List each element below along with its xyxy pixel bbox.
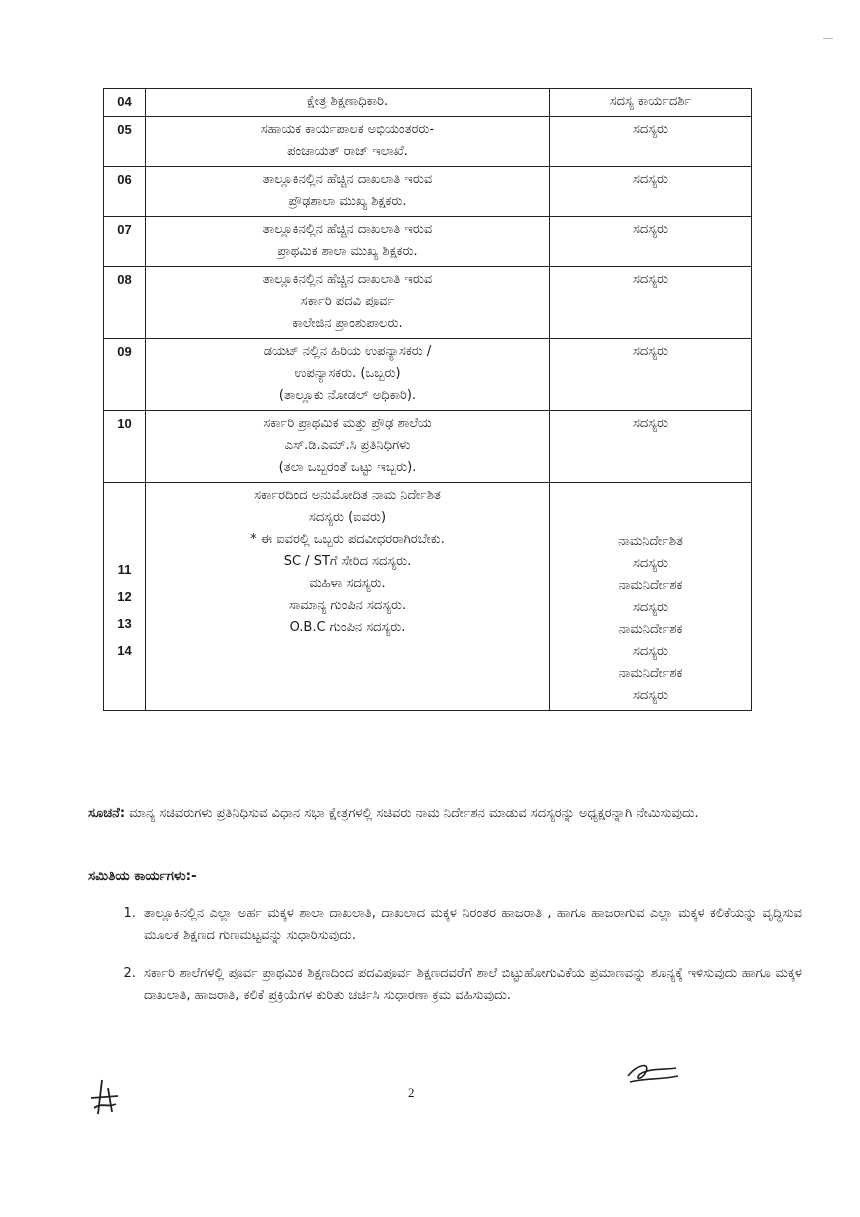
description-line: SC / STಗೆ ಸೇರಿದ ಸದಸ್ಯರು. xyxy=(283,554,412,569)
description-line: ತಾಲ್ಲೂಕಿನಲ್ಲಿನ ಹೆಚ್ಚಿನ ದಾಖಲಾತಿ ಇರುವ xyxy=(262,272,433,287)
description-line: ಕಾಲೇಜಿನ ಪ್ರಾಂಶುಪಾಲರು. xyxy=(292,316,403,331)
row-number: 10 xyxy=(104,411,146,483)
member-description xyxy=(146,117,550,167)
description-line: ಸರ್ಕಾರಿ ಪ್ರಾಥಮಿಕ ಮತ್ತು ಪ್ರೌಢ ಶಾಲೆಯ xyxy=(263,416,432,431)
row-number: 09 xyxy=(104,339,146,411)
member-description xyxy=(146,411,550,483)
role-line: ನಾಮನಿರ್ದೇಶಕ xyxy=(618,666,683,681)
role-line: ನಾಮನಿರ್ದೇಶಿತ xyxy=(618,534,683,549)
member-description xyxy=(146,217,550,267)
member-description xyxy=(146,339,550,411)
table-row-nominated xyxy=(104,483,752,711)
description-line: ಸರ್ಕಾರದಿಂದ ಅನುಮೋದಿತ ನಾಮ ನಿರ್ದೇಶಿತ xyxy=(254,488,441,503)
role-line: ಸದಸ್ಯರು xyxy=(632,688,668,703)
description-line: ಉಪನ್ಯಾಸಕರು. (ಒಬ್ಬರು) xyxy=(294,366,401,381)
description-line: ಸರ್ಕಾರಿ ಪದವಿ ಪೂರ್ವ xyxy=(300,294,395,309)
page-number: 2 xyxy=(408,1085,415,1100)
member-role xyxy=(550,267,752,339)
list-item: 1. ತಾಲ್ಲೂಕಿನಲ್ಲಿನ ಎಲ್ಲಾ ಅರ್ಹ ಮಕ್ಕಳ ಶಾಲಾ ದಾಖಲಾತಿ, ದಾಖಲಾದ ಮಕ್ಕಳ ನಿರಂತರ ಹಾಜರಾತಿ , ಹಾಗೂ ಹಾಜರಾಗುವ ಎಲ್ಲಾ ಮಕ್ಕಳ ಕಲಿಕೆಯನ್ನು ವೃದ್ಧಿಸುವ ಮೂಲಕ ಶಿಕ್ಷಣದ ಗುಣಮಟ್ಟವನ್ನು ಸುಧಾರಿಸುವುದು. xyxy=(140,903,802,947)
member-role xyxy=(550,217,752,267)
description-line: ಡಯಟ್ ನಲ್ಲಿನ ಹಿರಿಯ ಉಪನ್ಯಾಸಕರು / xyxy=(263,344,432,359)
members-table-body xyxy=(104,89,752,711)
role-line: ಸದಸ್ಯರು xyxy=(632,600,668,615)
description-line: ತಾಲ್ಲೂಕಿನಲ್ಲಿನ ಹೆಚ್ಚಿನ ದಾಖಲಾತಿ ಇರುವ xyxy=(262,222,433,237)
duties-list xyxy=(108,903,802,1023)
description-line: ಕ್ಷೇತ್ರ ಶಿಕ್ಷಣಾಧಿಕಾರಿ. xyxy=(306,94,389,109)
description-line: ತಾಲ್ಲೂಕಿನಲ್ಲಿನ ಹೆಚ್ಚಿನ ದಾಖಲಾತಿ ಇರುವ xyxy=(262,172,433,187)
role-line: ಸದಸ್ಯರು xyxy=(632,172,668,187)
role-line: ಸದಸ್ಯರು xyxy=(632,222,668,237)
section-heading: ಸಮಿತಿಯ ಕಾರ್ಯಗಳು:- xyxy=(88,868,197,884)
description-line: ಮಹಿಳಾ ಸದಸ್ಯರು. xyxy=(309,576,386,591)
member-role xyxy=(550,339,752,411)
table-row xyxy=(104,411,752,483)
table-row xyxy=(104,89,752,117)
member-description xyxy=(146,267,550,339)
row-number: 06 xyxy=(104,167,146,217)
description-line: (ತಾಲ್ಲೂಕು ನೋಡಲ್ ಅಧಿಕಾರಿ). xyxy=(278,388,417,403)
role-line: ಸದಸ್ಯರು xyxy=(632,416,668,431)
description-line: (ತಲಾ ಒಬ್ಬರಂತೆ ಒಟ್ಟು ಇಬ್ಬರು). xyxy=(278,460,417,475)
member-description xyxy=(146,89,550,117)
table-row xyxy=(104,267,752,339)
row-number: 04 xyxy=(104,89,146,117)
table-row xyxy=(104,217,752,267)
member-role xyxy=(550,411,752,483)
role-line: ಸದಸ್ಯರು xyxy=(632,344,668,359)
member-role xyxy=(550,483,752,711)
role-line: ನಾಮನಿರ್ದೇಶಕ xyxy=(618,622,683,637)
row-numbers xyxy=(104,483,146,711)
member-description xyxy=(146,483,550,711)
row-number: 12 xyxy=(117,589,132,604)
list-item: 2. ಸರ್ಕಾರಿ ಶಾಲೆಗಳಲ್ಲಿ ಪೂರ್ವ ಪ್ರಾಥಮಿಕ ಶಿಕ್ಷಣದಿಂದ ಪದವಿಪೂರ್ವ ಶಿಕ್ಷಣದವರೆಗೆ ಶಾಲೆ ಬಿಟ್ಟುಹೋಗುವಿಕೆಯ ಪ್ರಮಾಣವನ್ನು ಶೂನ್ಯಕ್ಕೆ ಇಳಿಸುವುದು ಹಾಗೂ ಮಕ್ಕಳ ದಾಖಲಾತಿ, ಹಾಜರಾತಿ, ಕಲಿಕೆ ಪ್ರಕ್ರಿಯೆಗಳ ಕುರಿತು ಚರ್ಚಿಸಿ ಸುಧಾರಣಾ ಕ್ರಮ ವಹಿಸುವುದು. xyxy=(140,963,802,1007)
description-line: * ಈ ಐವರಲ್ಲಿ ಒಬ್ಬರು ಪದವೀಧರರಾಗಿರಬೇಕು. xyxy=(250,532,445,547)
scan-mark xyxy=(823,38,833,39)
row-number: 08 xyxy=(104,267,146,339)
description-line: ಎಸ್.ಡಿ.ಎಮ್.ಸಿ ಪ್ರತಿನಿಧಿಗಳು xyxy=(284,438,411,453)
role-line: ಸದಸ್ಯ ಕಾರ್ಯದರ್ಶಿ xyxy=(609,94,692,109)
member-role xyxy=(550,167,752,217)
role-line: ಸದಸ್ಯರು xyxy=(632,556,668,571)
role-line: ನಾಮನಿರ್ದೇಶಕ xyxy=(618,578,683,593)
row-number: 14 xyxy=(117,643,132,658)
table-row xyxy=(104,117,752,167)
member-role xyxy=(550,89,752,117)
row-number: 07 xyxy=(104,217,146,267)
signature-left xyxy=(88,1078,122,1122)
table-row xyxy=(104,167,752,217)
note-label: ಸೂಚನೆ: xyxy=(88,806,126,821)
description-line: ಪ್ರೌಢಶಾಲಾ ಮುಖ್ಯ ಶಿಕ್ಷಕರು. xyxy=(288,194,407,209)
description-line: ಸಾಮಾನ್ಯ ಗುಂಪಿನ ಸದಸ್ಯರು. xyxy=(288,598,407,613)
row-number: 11 xyxy=(117,562,132,577)
description-line: ಪ್ರಾಥಮಿಕ ಶಾಲಾ ಮುಖ್ಯ ಶಿಕ್ಷಕರು. xyxy=(277,244,418,259)
table-row xyxy=(104,339,752,411)
role-line: ಸದಸ್ಯರು xyxy=(632,122,668,137)
description-line: ಸಹಾಯಕ ಕಾರ್ಯಪಾಲಕ ಅಭಿಯಂತರರು- xyxy=(260,122,435,137)
note-text: ಮಾನ್ಯ ಸಚಿವರುಗಳು ಪ್ರತಿನಿಧಿಸುವ ವಿಧಾನ ಸಭಾ ಕ್ಷೇತ್ರಗಳಲ್ಲಿ ಸಚಿವರು ನಾಮ ನಿರ್ದೇಶನ ಮಾಡುವ ಸದಸ್ಯರನ್ನು ಅಧ್ಯಕ್ಷರನ್ನಾಗಿ ನೇಮಿಸುವುದು. xyxy=(125,806,699,821)
role-line: ಸದಸ್ಯರು xyxy=(632,644,668,659)
role-line: ಸದಸ್ಯರು xyxy=(632,272,668,287)
note-paragraph xyxy=(88,802,768,826)
member-role xyxy=(550,117,752,167)
row-number: 05 xyxy=(104,117,146,167)
description-line: ಪಂಚಾಯತ್ ರಾಜ್ ಇಲಾಖೆ. xyxy=(287,144,408,159)
row-number: 13 xyxy=(117,616,132,631)
member-description xyxy=(146,167,550,217)
signature-right xyxy=(620,1058,684,1092)
description-line: O.B.C ಗುಂಪಿನ ಸದಸ್ಯರು. xyxy=(289,620,406,635)
members-table xyxy=(103,88,752,711)
description-line: ಸದಸ್ಯರು (ಐವರು) xyxy=(308,510,387,525)
